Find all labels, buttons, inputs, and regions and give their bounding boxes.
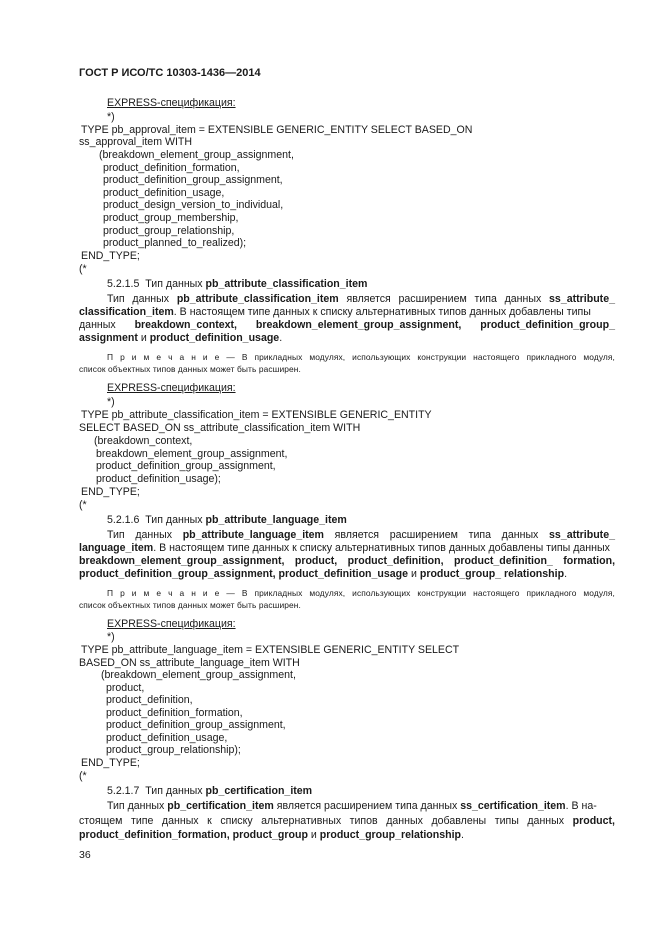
paragraph-line: данных breakdown_context, breakdown_element_group_assignment, product_definition_group_ xyxy=(79,319,615,331)
paragraph-line: стоящем типе данных к списку альтернативных типов данных добавлены типы данных product, xyxy=(79,815,615,827)
code-line: product_design_version_to_individual, xyxy=(103,199,284,211)
code-line: product_planned_to_realized); xyxy=(103,237,247,249)
code-line: product_definition_formation, xyxy=(106,707,243,719)
express-label: EXPRESS-спецификация: xyxy=(107,618,236,630)
code-line: product_group_membership, xyxy=(103,212,239,224)
paragraph-line: Тип данных pb_certification_item является расширением типа данных ss_certification_item. В на- xyxy=(107,800,597,812)
code-open: *) xyxy=(107,631,115,643)
end-type: END_TYPE; xyxy=(81,757,140,769)
code-open: *) xyxy=(107,396,115,408)
code-open: *) xyxy=(107,111,115,123)
code-line: TYPE pb_attribute_classification_item = EXTENSIBLE GENERIC_ENTITY xyxy=(81,409,432,421)
end-type: END_TYPE; xyxy=(81,250,140,262)
page-number: 36 xyxy=(79,849,91,861)
end-type: END_TYPE; xyxy=(81,486,140,498)
code-line: ss_approval_item WITH xyxy=(79,136,193,148)
code-line: TYPE pb_attribute_language_item = EXTENSIBLE GENERIC_ENTITY SELECT xyxy=(81,644,460,656)
note-line: список объектных типов данных может быть расширен. xyxy=(79,364,301,374)
note-line: список объектных типов данных может быть расширен. xyxy=(79,600,301,610)
code-line: TYPE pb_approval_item = EXTENSIBLE GENERIC_ENTITY SELECT BASED_ON xyxy=(81,124,473,136)
note-line: П р и м е ч а н и е — В прикладных модулях, использующих конструкции настоящего прикладного модуля, xyxy=(107,588,615,598)
code-line: (breakdown_element_group_assignment, xyxy=(101,669,296,681)
note-line: П р и м е ч а н и е — В прикладных модулях, использующих конструкции настоящего прикладного модуля, xyxy=(107,352,615,362)
code-line: breakdown_element_group_assignment, xyxy=(96,448,288,460)
code-line: product_group_relationship); xyxy=(106,744,241,756)
code-close: (* xyxy=(79,499,87,511)
code-close: (* xyxy=(79,263,87,275)
express-label: EXPRESS-спецификация: xyxy=(107,382,236,394)
code-line: (breakdown_context, xyxy=(94,435,193,447)
express-label: EXPRESS-спецификация: xyxy=(107,97,236,109)
section-heading: 5.2.1.5 Тип данных pb_attribute_classification_item xyxy=(107,278,368,290)
code-line: BASED_ON ss_attribute_language_item WITH xyxy=(79,657,300,669)
paragraph-line: Тип данных pb_attribute_classification_item является расширением типа данных ss_attribute_ xyxy=(107,293,615,305)
code-line: SELECT BASED_ON ss_attribute_classification_item WITH xyxy=(79,422,361,434)
paragraph-line: product_definition_formation, product_group и product_group_relationship. xyxy=(79,829,464,841)
document-header: ГОСТ Р ИСО/ТС 10303-1436—2014 xyxy=(79,67,261,79)
code-line: product_definition_usage); xyxy=(96,473,221,485)
code-line: product_definition_group_assignment, xyxy=(96,460,276,472)
paragraph-line: classification_item. В настоящем типе данных к списку альтернативных типов данных добавлены типы xyxy=(79,306,591,318)
code-line: product_definition_usage, xyxy=(106,732,228,744)
code-close: (* xyxy=(79,770,87,782)
paragraph-line: language_item. В настоящем типе данных к списку альтернативных типов данных добавлены типы данных xyxy=(79,542,610,554)
code-line: product_definition_formation, xyxy=(103,162,240,174)
code-line: product_definition_group_assignment, xyxy=(106,719,286,731)
section-heading: 5.2.1.7 Тип данных pb_certification_item xyxy=(107,785,313,797)
code-line: product, xyxy=(106,682,145,694)
section-heading: 5.2.1.6 Тип данных pb_attribute_language_item xyxy=(107,514,347,526)
code-line: product_definition_group_assignment, xyxy=(103,174,283,186)
code-line: product_group_relationship, xyxy=(103,225,235,237)
paragraph-line: breakdown_element_group_assignment, product, product_definition, product_definition_ formation, xyxy=(79,555,616,567)
code-line: product_definition, xyxy=(106,694,193,706)
paragraph-line: assignment и product_definition_usage. xyxy=(79,332,283,344)
code-line: product_definition_usage, xyxy=(103,187,225,199)
paragraph-line: Тип данных pb_attribute_language_item является расширением типа данных ss_attribute_ xyxy=(107,529,615,541)
paragraph-line: product_definition_group_assignment, product_definition_usage и product_group_ relationship. xyxy=(79,568,568,580)
code-line: (breakdown_element_group_assignment, xyxy=(99,149,294,161)
